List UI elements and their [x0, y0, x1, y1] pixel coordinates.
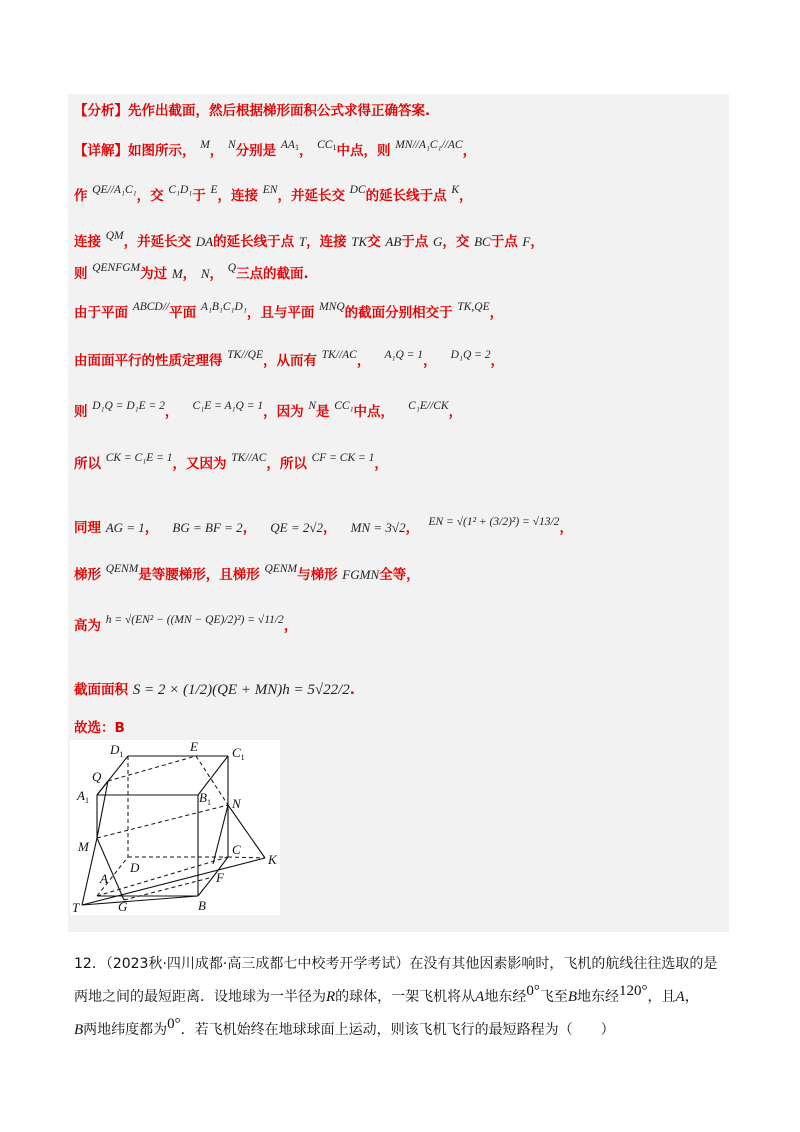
math: MN = 3√2	[350, 520, 406, 535]
text: ，	[209, 143, 224, 159]
height-line	[74, 614, 297, 634]
label-K: K	[268, 852, 277, 867]
cube-figure	[70, 740, 280, 915]
connect-line	[74, 230, 544, 250]
text: ，	[462, 143, 477, 159]
label-text: D	[110, 742, 120, 757]
math: DC	[349, 184, 366, 196]
math: TK//QE	[227, 349, 263, 361]
math: EN	[262, 184, 278, 196]
text: 高为	[74, 618, 101, 634]
trapezoid-line	[74, 563, 420, 583]
ck-line	[74, 452, 388, 472]
label-T: T	[72, 900, 80, 915]
question-source: （2023秋·四川成都·高三成都七中校考开学考试）	[105, 956, 410, 972]
math: N	[200, 266, 210, 281]
similar-line	[74, 516, 573, 536]
text: ，	[489, 305, 504, 321]
label-D: D	[130, 860, 140, 875]
text: ，因为	[263, 404, 304, 420]
math: E	[210, 184, 218, 196]
math-deg: 0°	[167, 1016, 181, 1032]
detail-tag: 【详解】	[74, 143, 128, 159]
math: ABCD//	[132, 301, 170, 313]
math: QE = 2√2	[270, 520, 324, 535]
text: 由面面平行的性质定理得	[74, 353, 223, 369]
math: C₁E//CK	[408, 400, 449, 412]
text: ，	[405, 520, 420, 536]
math: TK//AC	[321, 349, 357, 361]
math: DA	[195, 234, 214, 249]
label-sub: 1	[240, 753, 245, 762]
math: QENM	[105, 563, 139, 575]
question-text: 两地之间的最短距离．设地球为一半径为	[74, 989, 326, 1005]
math: TK//AC	[231, 452, 267, 464]
math: QM	[105, 230, 124, 242]
text: 全等，	[379, 567, 420, 583]
text: ，	[283, 618, 298, 634]
text: ，连接	[217, 188, 259, 204]
text: 的截面分别相交于	[344, 305, 453, 321]
text: ，	[323, 520, 337, 536]
text: ，并延长交	[277, 188, 345, 204]
math: C₁D₁	[168, 184, 193, 196]
label-A: A	[100, 871, 108, 886]
math: MNQ	[319, 301, 345, 313]
math-A: A	[475, 989, 485, 1005]
text: 同理	[74, 520, 101, 536]
text: 梯形	[74, 567, 101, 583]
label-F: F	[216, 870, 224, 885]
math: TK	[351, 234, 368, 249]
math-deg: 0°	[526, 983, 540, 999]
math-sub: 1	[332, 143, 337, 152]
question-text: 地东经	[484, 989, 527, 1005]
label-Q: Q	[92, 769, 102, 784]
text: ，	[356, 353, 371, 369]
text: 平面	[169, 305, 197, 321]
question-12	[74, 948, 734, 1047]
math: A₁Q = 1	[384, 349, 424, 361]
math: QE//A₁C₁	[92, 184, 137, 196]
math: AG = 1	[105, 520, 145, 535]
math: S = 2 × (1/2)(QE + MN)h = 5√22/2	[132, 682, 350, 698]
math: D₁Q = D₁E = 2	[92, 400, 165, 412]
text: 与梯形	[297, 567, 338, 583]
figure-bg	[70, 740, 280, 915]
math-text: CC	[317, 139, 333, 151]
analysis-tag: 【分析】	[74, 103, 128, 119]
text: 作	[74, 188, 88, 204]
math-CC1	[317, 139, 336, 151]
label-N: N	[232, 796, 241, 811]
math-deg: 120°	[619, 983, 648, 999]
label-sub: 1	[119, 750, 124, 759]
math: AB	[385, 234, 402, 249]
text: ，	[144, 520, 159, 536]
text: 于	[192, 188, 206, 204]
question-text: 两地纬度都为	[83, 1022, 168, 1038]
math: CK = C₁E = 1	[105, 452, 173, 464]
math: T	[298, 234, 307, 249]
math: K	[451, 184, 460, 196]
math: QENFGM	[92, 262, 141, 274]
theorem-line	[74, 349, 504, 369]
math-N: N	[228, 139, 236, 151]
math: C₁E = A₁Q = 1	[192, 400, 264, 412]
question-text: ，	[684, 989, 699, 1005]
math-AA1	[281, 139, 299, 151]
planes-line	[74, 301, 503, 321]
area-line	[74, 678, 355, 699]
text: ，	[423, 353, 437, 369]
text: ，	[182, 266, 197, 282]
math: QENM	[264, 563, 298, 575]
math: CC₁	[334, 400, 354, 412]
text: 为过	[140, 266, 168, 282]
math: TK,QE	[457, 301, 490, 313]
text: ，	[374, 456, 388, 472]
math: F	[522, 234, 531, 249]
text: 由于平面	[74, 305, 128, 321]
text: ，	[448, 404, 463, 420]
analysis-line	[74, 99, 430, 119]
label-M: M	[78, 839, 89, 854]
construct-line	[74, 184, 473, 204]
math-B: B	[74, 1022, 84, 1038]
math: EN = √(1² + (3/2)²) = √13/2	[428, 516, 560, 528]
text: 于点	[401, 234, 429, 250]
text: 如图所示，	[128, 143, 196, 159]
math-A: A	[675, 989, 685, 1005]
text: 则	[74, 266, 88, 282]
math-sub: 1	[294, 143, 299, 152]
question-text: 飞至	[539, 989, 568, 1005]
math: M	[171, 266, 183, 281]
label-G: G	[118, 899, 128, 914]
math: N	[308, 400, 316, 412]
math-text: AA	[280, 139, 295, 151]
text: ，	[490, 353, 505, 369]
label-sub: 1	[206, 798, 211, 807]
text: ，	[459, 188, 473, 204]
math: Q	[227, 262, 237, 274]
text: ，且与平面	[246, 305, 315, 321]
math: h = √(EN² − ((MN − QE)/2)²) = √11/2	[105, 614, 284, 626]
math: A₁B₁C₁D₁	[200, 301, 247, 313]
text: ，交	[442, 234, 470, 250]
text: ，	[242, 520, 257, 536]
text: 截面面积	[74, 682, 128, 698]
answer-line	[74, 716, 125, 736]
math: CF = CK = 1	[311, 452, 375, 464]
text: 连接	[74, 234, 101, 250]
detail-line	[74, 139, 476, 159]
text: ，所以	[266, 456, 307, 472]
label-text: C	[232, 745, 241, 760]
text: 是	[316, 404, 330, 420]
text: ，并延长交	[123, 234, 192, 250]
text: ，交	[136, 188, 164, 204]
analysis-text: 先作出截面，然后根据梯形面积公式求得正确答案.	[128, 103, 431, 119]
text: 分别是	[235, 143, 277, 159]
text: ，	[559, 520, 573, 536]
question-text: ．若飞机始终在地球球面上运动，则该飞机飞行的最短路程为（ ）	[180, 1022, 615, 1038]
label-C: C	[232, 842, 241, 857]
text: 中点，则	[336, 143, 391, 159]
text: .	[349, 682, 355, 698]
question-text: 在没有其他因素影响时，飞机的航线往往选取的是	[409, 956, 718, 972]
text: 的延长线于点	[213, 234, 295, 250]
question-number: 12．	[74, 956, 106, 972]
text: ，	[164, 404, 179, 420]
text: 的延长线于点	[365, 188, 447, 204]
label-E: E	[190, 740, 198, 754]
question-text: ，且	[647, 989, 676, 1005]
text: 三点的截面.	[236, 266, 309, 282]
label-B: B	[198, 898, 206, 913]
lengths-line	[74, 400, 462, 420]
text: 交	[367, 234, 381, 250]
answer: 故选：B	[74, 720, 125, 736]
text: ，又因为	[172, 456, 227, 472]
text: 则	[74, 404, 88, 420]
text: 于点	[490, 234, 518, 250]
label-text: B	[199, 790, 207, 805]
text: ，	[209, 266, 224, 282]
math-MN-parallel: MN//A₁C₁//AC	[395, 139, 463, 151]
text: 所以	[74, 456, 101, 472]
math-B: B	[567, 989, 578, 1005]
math: BC	[474, 234, 491, 249]
math-R: R	[326, 989, 336, 1005]
text: ，	[530, 234, 544, 250]
text: 中点，	[353, 404, 395, 420]
math: FGMN	[342, 567, 380, 582]
label-sub: 1	[84, 796, 89, 805]
math: G	[432, 234, 443, 249]
question-text: 的球体，一架飞机将从	[335, 989, 476, 1005]
question-text: 地东经	[577, 989, 620, 1005]
text: ，连接	[306, 234, 347, 250]
math-M: M	[200, 139, 210, 151]
text: 是等腰梯形，且梯形	[138, 567, 260, 583]
math: D₁Q = 2	[450, 349, 491, 361]
label-text: A	[77, 788, 85, 803]
text: ，从而有	[263, 353, 317, 369]
text: ，	[298, 143, 313, 159]
section-line	[74, 262, 309, 282]
math: BG = BF = 2	[172, 520, 243, 535]
